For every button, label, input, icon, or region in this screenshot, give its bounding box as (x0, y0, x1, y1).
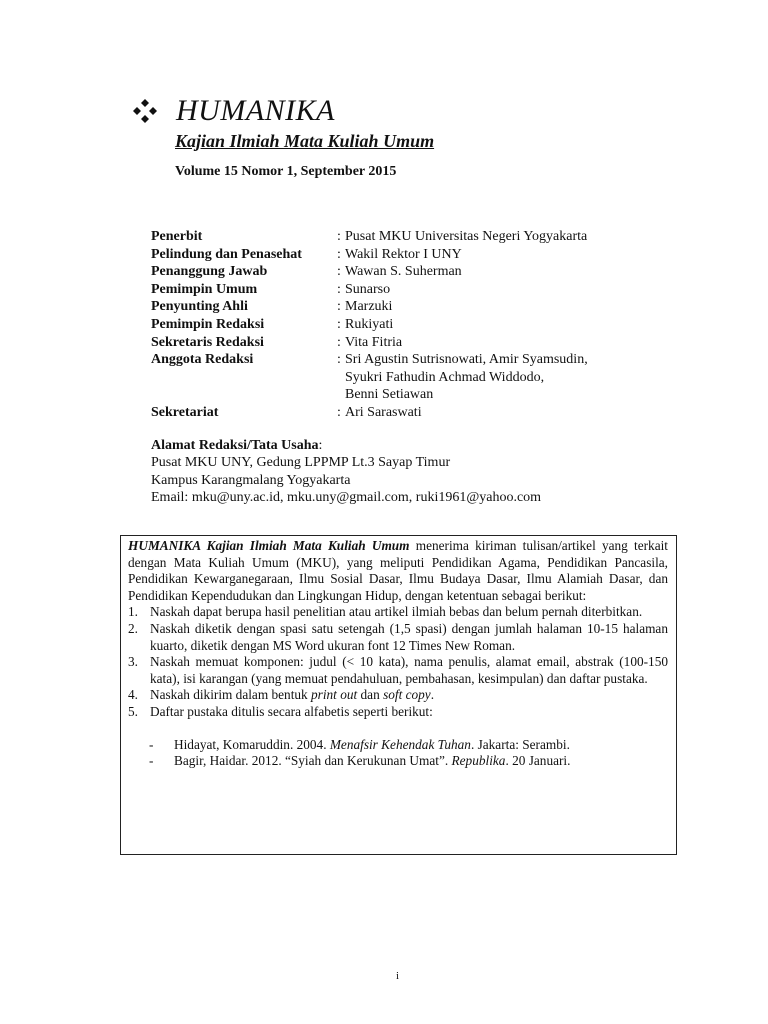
reference-item (149, 737, 668, 754)
staff-names (345, 351, 588, 404)
reference-title: Republika (451, 753, 506, 769)
reference-text-part: Bagir, Haidar. 2012. “Syiah dan Kerukunan Umat”. (174, 753, 452, 769)
guideline-text: Naskah dapat berupa hasil penelitian atau artikel ilmiah bebas dan belum pernah diterbitkan. (150, 604, 643, 620)
guideline-item (128, 654, 668, 687)
address-email: Email: mku@uny.ac.id, mku.uny@gmail.com, ruki1961@yahoo.com (151, 490, 542, 506)
staff-role: Pemimpin Umum (151, 281, 258, 297)
address-heading (151, 437, 541, 454)
address-line: Pusat MKU UNY, Gedung LPPMP Lt.3 Sayap Timur (151, 455, 451, 471)
staff-name-line: Sri Agustin Sutrisnowati, Amir Syamsudin, (345, 352, 588, 368)
guideline-text-part: . (430, 687, 435, 703)
guideline-text-part: dan (357, 687, 384, 703)
staff-row (151, 316, 588, 334)
staff-names: Vita Fitria (345, 334, 403, 350)
staff-row (151, 263, 588, 281)
submission-guidelines-box (120, 535, 677, 855)
editorial-address (151, 437, 541, 507)
staff-row (151, 334, 588, 352)
staff-row (151, 298, 588, 316)
address-heading-text: Alamat Redaksi/Tata Usaha (151, 438, 319, 453)
staff-names: Ari Saraswati (345, 404, 422, 420)
staff-names: Wawan S. Suherman (345, 264, 462, 280)
title-row (132, 94, 335, 128)
staff-row (151, 246, 588, 264)
four-diamond-bullet-icon (132, 98, 158, 124)
staff-separator: : (337, 334, 341, 350)
staff-role: Pelindung dan Penasehat (151, 246, 302, 262)
staff-separator: : (337, 299, 341, 315)
reference-text-part: . 20 Januari. (505, 753, 571, 769)
staff-row (151, 281, 588, 299)
reference-text (174, 737, 570, 754)
reference-text-part: . Jakarta: Serambi. (470, 736, 570, 752)
editorial-staff-list (151, 228, 588, 422)
guideline-item (128, 687, 668, 704)
reference-text (174, 753, 570, 770)
staff-names: Marzuki (345, 299, 393, 315)
reference-dash: - (149, 736, 154, 752)
guideline-number: 5. (128, 703, 138, 719)
guideline-text-part: Naskah dikirim dalam bentuk (150, 687, 312, 703)
staff-names: Wakil Rektor I UNY (345, 246, 462, 262)
guideline-number: 4. (128, 687, 138, 703)
staff-name-line: Syukri Fathudin Achmad Widdodo, (345, 369, 545, 385)
staff-name-line: Benni Setiawan (345, 387, 434, 403)
staff-role: Sekretariat (151, 404, 219, 420)
address-heading-colon: : (318, 438, 323, 453)
staff-separator: : (337, 281, 341, 297)
staff-role: Pemimpin Redaksi (151, 316, 265, 332)
guideline-item (128, 704, 668, 721)
staff-role: Sekretaris Redaksi (151, 334, 264, 350)
guideline-text: Naskah diketik dengan spasi satu setengah (1,5 spasi) dengan jumlah halaman 10-15 halaman kuarto, diketik dengan MS Word ukuran font 12 Times New Roman. (150, 620, 668, 653)
guidelines-list (128, 604, 668, 720)
staff-role: Penanggung Jawab (151, 264, 268, 280)
staff-separator: : (337, 264, 341, 280)
guideline-emphasis: soft copy (383, 687, 431, 703)
guideline-text: Naskah memuat komponen: judul (< 10 kata), nama penulis, alamat email, abstrak (100-150 kata), isi karangan (yang memuat pendahuluan, pembahasan, kesimpulan) dan daftar pustaka. (150, 654, 668, 686)
guidelines-intro-text: menerima kiriman tulisan/artikel yang terkait dengan Mata Kuliah Umum (MKU), yang meliputi Pendidikan Agama, Pendidikan Pancasila, Pendidikan Kewarganegaraan, Ilmu Sosial Dasar, Ilmu Budaya Dasar, Ilmu Alamiah Dasar, dan Pendidikan Kependudukan dan Lingkungan Hidup, dengan ketentuan sebagai berikut: (128, 538, 668, 603)
issue-line: Volume 15 Nomor 1, September 2015 (175, 164, 397, 179)
guidelines-lead: HUMANIKA Kajian Ilmiah Mata Kuliah Umum (128, 538, 410, 553)
reference-dash: - (149, 753, 154, 769)
journal-title: HUMANIKA (176, 94, 335, 127)
staff-names: Sunarso (345, 281, 391, 297)
staff-row (151, 351, 588, 404)
guidelines-intro (128, 538, 668, 604)
guideline-text (150, 687, 668, 704)
reference-item (149, 753, 668, 770)
guideline-number: 3. (128, 654, 138, 670)
guideline-item (128, 604, 668, 621)
reference-examples (128, 737, 668, 770)
staff-names: Pusat MKU Universitas Negeri Yogyakarta (345, 229, 588, 244)
staff-role: Anggota Redaksi (151, 352, 254, 368)
address-line: Kampus Karangmalang Yogyakarta (151, 472, 351, 488)
staff-role: Penyunting Ahli (151, 299, 248, 315)
guideline-text: Daftar pustaka ditulis secara alfabetis seperti berikut: (150, 703, 433, 719)
guideline-number: 2. (128, 620, 138, 636)
staff-row (151, 228, 588, 246)
staff-separator: : (337, 352, 341, 368)
staff-separator: : (337, 404, 341, 420)
staff-names: Rukiyati (345, 316, 394, 332)
guideline-item (128, 621, 668, 654)
staff-row (151, 404, 588, 422)
guideline-emphasis: print out (311, 687, 358, 703)
journal-subtitle: Kajian Ilmiah Mata Kuliah Umum (175, 131, 435, 151)
guideline-number: 1. (128, 604, 138, 620)
page-number: i (396, 970, 400, 982)
staff-role: Penerbit (151, 229, 203, 244)
reference-title: Menafsir Kehendak Tuhan (329, 736, 471, 752)
reference-text-part: Hidayat, Komaruddin. 2004. (174, 736, 330, 752)
staff-separator: : (337, 229, 341, 244)
staff-separator: : (337, 246, 341, 262)
staff-separator: : (337, 316, 341, 332)
